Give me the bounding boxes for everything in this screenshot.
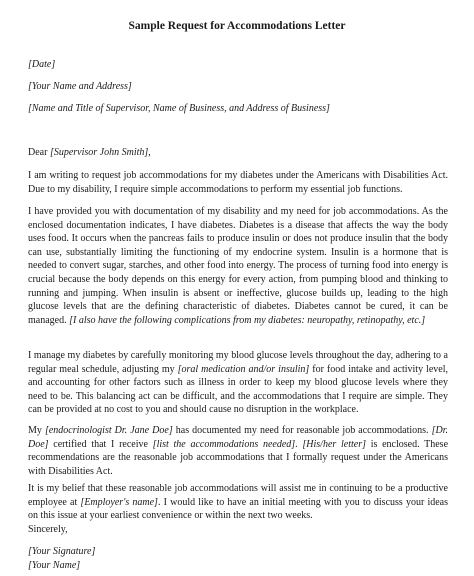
salutation: Dear [Supervisor John Smith], [28,147,151,158]
date-placeholder: [Date] [28,59,56,70]
paragraph-documentation: My [endocrinologist Dr. Jane Doe] has documented my need for reasonable job accommodations. [Dr. Doe] certified that I receive [list the accommodations needed]. [His/her letter] is enclosed. These recommendations are the reasonable job accommodations that I formally request under the Americans with Disabilities Act. [28,425,449,477]
signature-placeholder: [Your Signature] [28,546,96,557]
complications-placeholder: [I also have the following complications from my diabetes: neuropathy, retinopathy, etc.] [69,314,426,326]
paragraph-request: It is my belief that these reasonable job accommodations will assist me in continuing to be a productive employee at [Employer's name]. I would like to have an initial meeting with you to discuss your ideas on this issue at your earliest convenience or within the next two weeks. [28,483,448,522]
closing: Sincerely, [28,524,68,535]
name-placeholder: [Your Name] [28,560,81,571]
recipient-placeholder: [Name and Title of Supervisor, Name of Business, and Address of Business] [28,103,330,114]
sender-placeholder: [Your Name and Address] [28,81,132,92]
paragraph-condition: I have provided you with documentation of my disability and my need for job accommodations. As the enclosed documentation indicates, I have diabetes. Diabetes is a disease that affects the way the body uses food. It occurs when the pancreas fails to produce insulin or does not produce insulin that the body can use, substantially limiting the functioning of my endocrine system. Insulin is a hormone that is needed to convert sugar, starches, and other food into energy. The process of turning food into energy is crucial because the body depends on this energy for every action, from pumping blood and thinking to running and jumping. When insulin is absent or ineffective, glucose builds up, leading to the high glucose levels that are the defining characteristic of diabetes. Diabetes cannot be cured, it can be managed. [I also have the following complications from my diabetes: neuropathy, retinopathy, etc.] [28,206,448,326]
letter-title: Sample Request for Accommodations Letter [128,20,346,32]
paragraph-management: I manage my diabetes by carefully monitoring my blood glucose levels throughout the day, adhering to a regular meal schedule, adjusting my [oral medication and/or insulin] for food intake and activity level, and accounting for other factors such as illness in order to keep my blood glucose levels where they need to be. This balancing act can be difficult, and the accommodations that I require are simple. They can be provided at no cost to you and should cause no disruption in the workplace. [28,350,448,416]
paragraph-intro: I am writing to request job accommodations for my diabetes under the Americans with Disabilities Act. Due to my disability, I require simple accommodations to perform my essential job functions. [28,170,448,195]
